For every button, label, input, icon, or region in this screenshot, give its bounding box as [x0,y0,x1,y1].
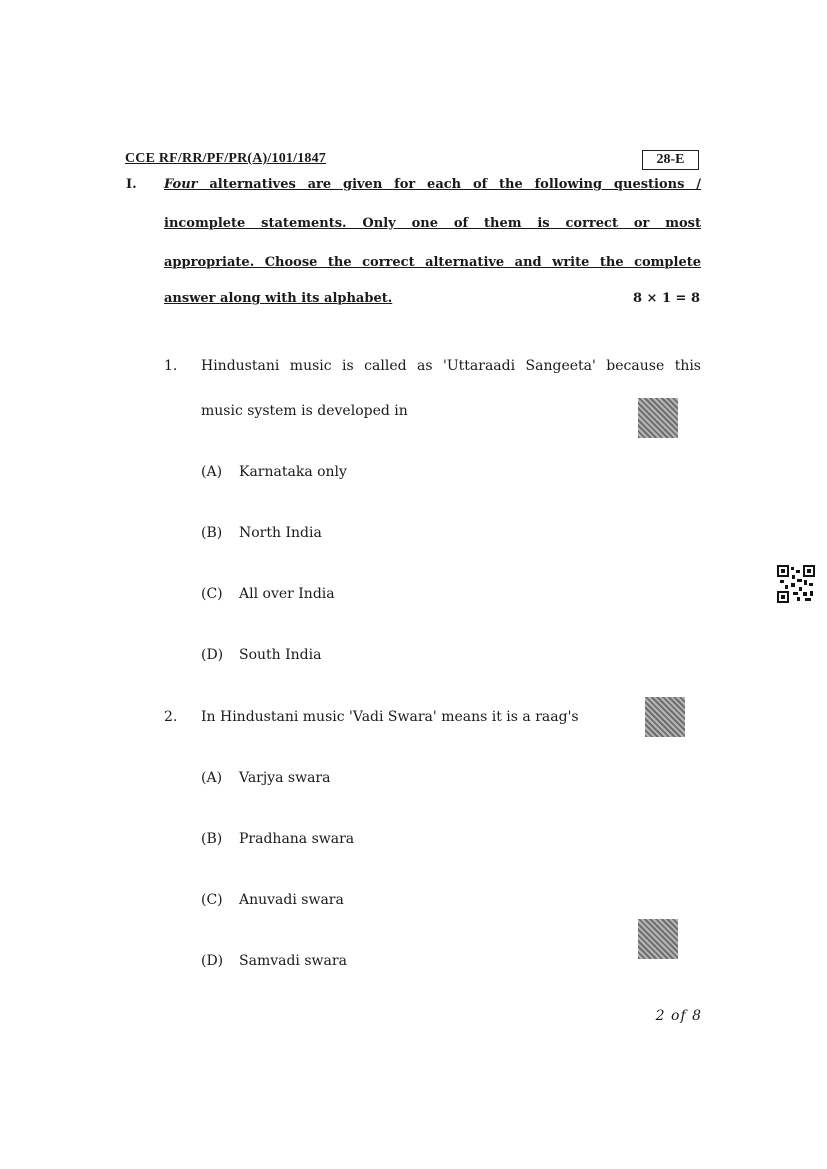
qr-code-image [638,398,678,438]
q1-option-b-text: North India [239,525,322,541]
q1-option-d-text: South India [239,647,322,663]
question-1-text-line-1: Hindustani music is called as 'Uttaraadi Sangeeta' because this [201,358,701,374]
q2-option-b-label: (B) [201,831,223,847]
q2-option-b-text: Pradhana swara [239,831,355,847]
instruction-line-4: answer along with its alphabet. [164,291,393,306]
q1-option-d-label: (D) [201,647,224,663]
instruction-line-3: appropriate. Choose the correct alternative and write the complete [164,255,701,270]
q1-option-b-label: (B) [201,525,223,541]
q1-option-c-text: All over India [239,586,335,602]
q1-option-a-label: (A) [201,464,223,480]
instruction-emphasis: Four [164,177,198,192]
paper-code: CCE RF/RR/PF/PR(A)/101/1847 [125,151,326,166]
section-marks: 8 × 1 = 8 [632,291,700,306]
question-1-number: 1. [164,358,178,374]
question-2-text: In Hindustani music 'Vadi Swara' means it is a raag's [201,709,579,725]
instruction-line-2: incomplete statements. Only one of them is correct or most [164,216,701,231]
q2-option-c-text: Anuvadi swara [239,892,344,908]
q2-option-a-text: Varjya swara [239,770,331,786]
qr-code-image [645,697,685,737]
q2-option-c-label: (C) [201,892,223,908]
qr-code-image [638,919,678,959]
q2-option-a-label: (A) [201,770,223,786]
question-1-text-line-2: music system is developed in [201,403,408,419]
paper-version-box: 28-E [642,150,699,170]
question-2-number: 2. [164,709,178,725]
instruction-line-1-rest: alternatives are given for each of the following questions / [197,177,701,192]
q1-option-c-label: (C) [201,586,223,602]
q2-option-d-label: (D) [201,953,224,969]
page-number: 2 of 8 [655,1008,702,1024]
q1-option-a-text: Karnataka only [239,464,347,480]
instruction-line-1 [164,177,701,192]
section-number: I. [126,177,137,192]
q2-option-d-text: Samvadi swara [239,953,347,969]
side-qr-code [777,565,815,603]
